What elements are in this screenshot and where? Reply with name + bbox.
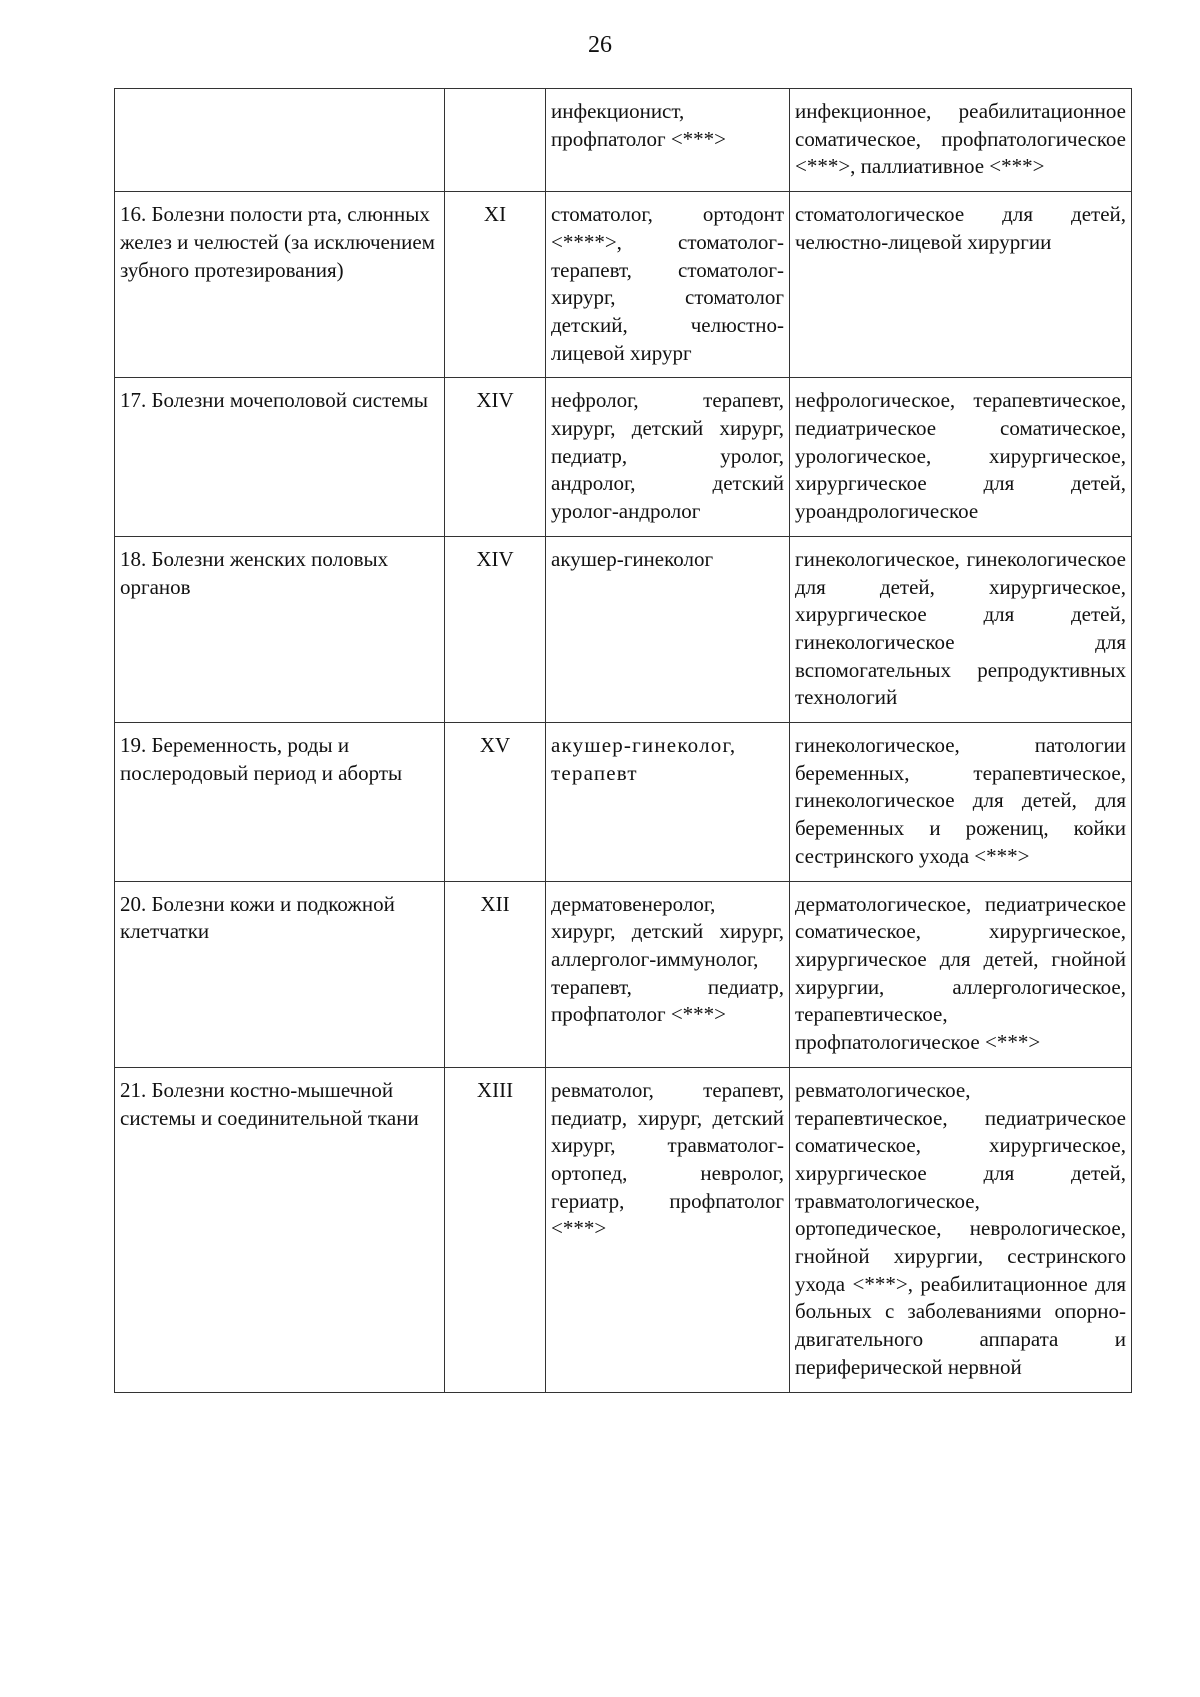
class-code-text: XV <box>479 733 511 758</box>
specialists-cell <box>546 881 790 1067</box>
class-code-text: XIV <box>476 546 514 571</box>
table-row <box>115 1067 1132 1392</box>
table-row <box>115 536 1132 722</box>
class-code-text: XIII <box>476 1077 514 1102</box>
class-code-text: XIV <box>476 388 514 413</box>
bed-profiles-cell <box>790 881 1132 1067</box>
specialists-text: ревматолог, терапевт, педиатр, хирург, детский хирург, травматолог-ортопед, невролог, гериатр, профпатолог <***> <box>551 1077 784 1241</box>
disease-cell <box>115 1067 445 1392</box>
specialists-cell <box>546 1067 790 1392</box>
disease-text: 20. Болезни кожи и подкожной клетчатки <box>120 891 395 944</box>
bed-profiles-cell <box>790 1067 1132 1392</box>
class-code-cell <box>445 1067 546 1392</box>
disease-text: 18. Болезни женских половых органов <box>120 546 389 599</box>
specialists-cell <box>546 536 790 722</box>
specialists-cell <box>546 192 790 378</box>
specialists-text: стоматолог, ортодонт <****>, стоматолог-терапевт, стоматолог-хирург, стоматолог детский, челюстно-лицевой хирург <box>551 202 784 365</box>
medical-profile-table <box>114 88 1132 1393</box>
specialists-text: акушер-гинеколог, терапевт <box>551 733 737 785</box>
class-code-cell <box>445 723 546 882</box>
bed-profiles-text: нефрологическое, терапевтическое, педиатрическое соматическое, урологическое, хирургическое, хирургическое для детей, уроандрологическое <box>795 388 1126 524</box>
disease-cell <box>115 378 445 537</box>
page-number: 26 <box>588 32 612 58</box>
disease-cell <box>115 723 445 882</box>
table-row <box>115 881 1132 1067</box>
disease-cell <box>115 192 445 378</box>
class-code-cell <box>445 536 546 722</box>
specialists-text: инфекционист, профпатолог <***> <box>551 99 727 151</box>
table-row <box>115 723 1132 882</box>
specialists-text: акушер-гинеколог <box>551 546 714 571</box>
disease-text: 21. Болезни костно-мышечной системы и соединительной ткани <box>120 1077 419 1130</box>
class-code-cell <box>445 881 546 1067</box>
disease-text: 17. Болезни мочеполовой системы <box>120 388 428 413</box>
specialists-cell <box>546 378 790 537</box>
bed-profiles-cell <box>790 723 1132 882</box>
bed-profiles-text: гинекологическое, патологии беременных, терапевтическое, гинекологическое для детей, для беременных и рожениц, койки сестринского ухода <***> <box>795 733 1126 868</box>
bed-profiles-cell <box>790 192 1132 378</box>
specialists-text: дерматовенеролог, хирург, детский хирург, аллерголог-иммунолог, терапевт, педиатр, профпатолог <***> <box>551 891 784 1027</box>
specialists-cell <box>546 89 790 192</box>
disease-text: 19. Беременность, роды и послеродовый период и аборты <box>120 733 403 785</box>
specialists-cell <box>546 723 790 882</box>
specialists-text: нефролог, терапевт, хирург, детский хирург, педиатр, уролог, андролог, детский уролог-андролог <box>551 388 784 524</box>
bed-profiles-cell <box>790 378 1132 537</box>
bed-profiles-text: инфекционное, реабилитационное соматическое, профпатологическое <***>, паллиативное <***> <box>795 99 1126 179</box>
disease-cell <box>115 536 445 722</box>
class-code-cell <box>445 378 546 537</box>
class-code-cell <box>445 89 546 192</box>
table-row <box>115 89 1132 192</box>
disease-cell <box>115 881 445 1067</box>
table-row <box>115 378 1132 537</box>
bed-profiles-text: гинекологическое, гинекологическое для детей, хирургическое, хирургическое для детей, гинекологическое для вспомогательных репродуктивных технологий <box>795 546 1126 710</box>
class-code-text: XII <box>480 891 510 916</box>
class-code-cell <box>445 192 546 378</box>
bed-profiles-text: стоматологическое для детей, челюстно-лицевой хирургии <box>795 202 1126 254</box>
table-row <box>115 192 1132 378</box>
bed-profiles-cell <box>790 536 1132 722</box>
disease-text: 16. Болезни полости рта, слюнных желез и челюстей (за исключением зубного протезирования) <box>120 202 435 282</box>
bed-profiles-cell <box>790 89 1132 192</box>
class-code-text: XI <box>483 202 507 227</box>
bed-profiles-text: ревматологическое, терапевтическое, педиатрическое соматическое, хирургическое, хирургическое для детей, травматологическое, ортопедическое, неврологическое, гнойной хирургии, сестринского ухода <***>, реабилитационное для больных с заболеваниями опорно-двигательного аппарата и периферической нервной <box>795 1077 1126 1379</box>
bed-profiles-text: дерматологическое, педиатрическое соматическое, хирургическое, хирургическое для детей, гнойной хирургии, аллергологическое, терапевтическое, профпатологическое <***> <box>795 891 1126 1055</box>
disease-cell <box>115 89 445 192</box>
